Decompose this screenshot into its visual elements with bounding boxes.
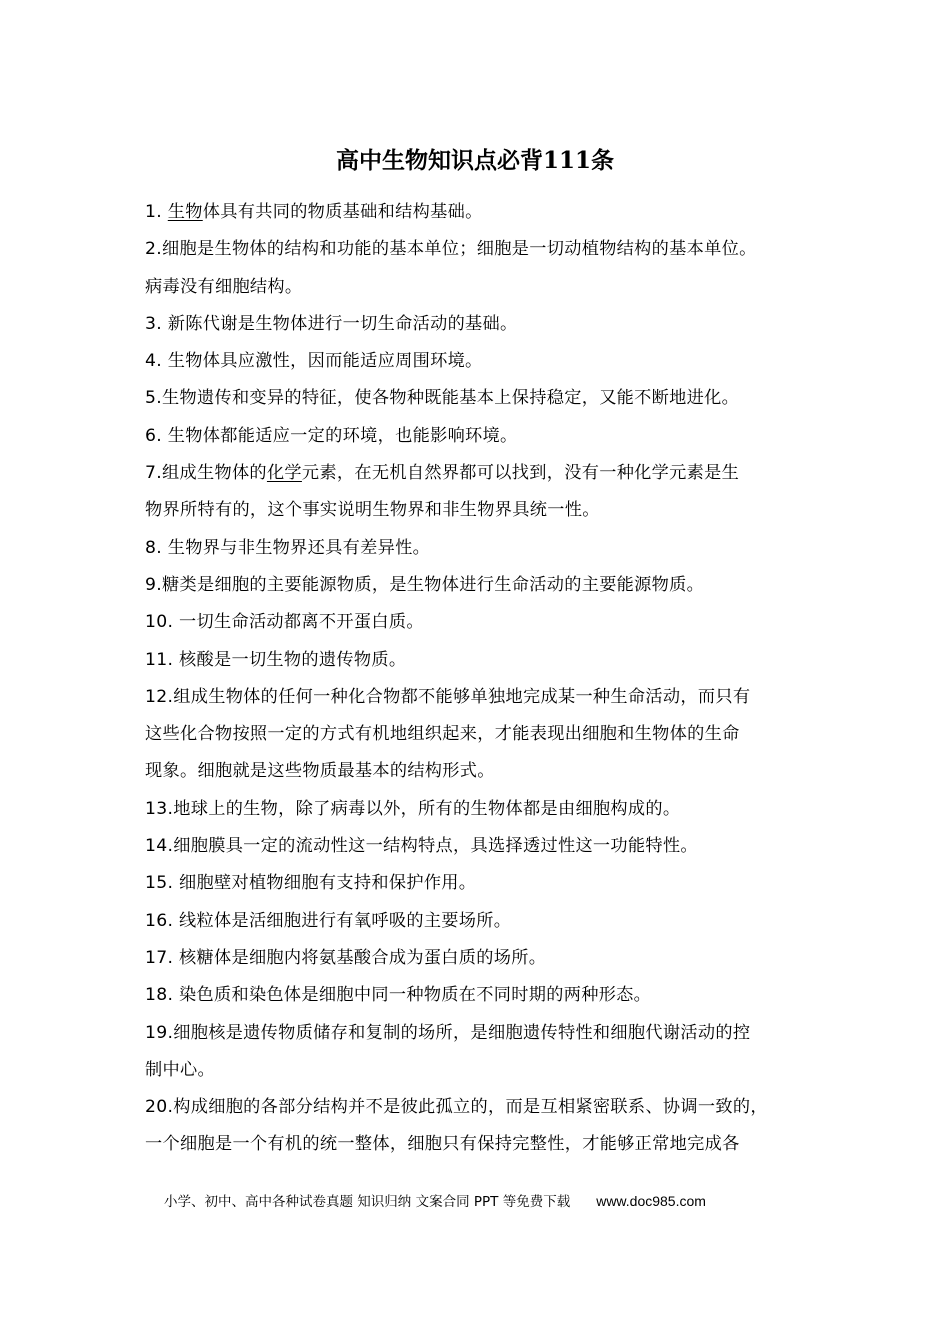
text-line (145, 981, 825, 1018)
text-line (145, 273, 825, 310)
text-line (145, 534, 825, 571)
text-line (145, 795, 825, 832)
text-line (145, 720, 825, 757)
text-line (145, 646, 825, 683)
text-line (145, 310, 825, 347)
line-text: 4. 生物体具应激性，因而能适应周围环境。 (145, 351, 483, 372)
line-text: 一个细胞是一个有机的统一整体，细胞只有保持完整性，才能够正常地完成各 (145, 1134, 740, 1155)
text-line (145, 571, 825, 608)
line-text: 13.地球上的生物，除了病毒以外，所有的生物体都是由细胞构成的。 (145, 798, 681, 819)
line-text: 1. (145, 202, 168, 222)
footer-site-link[interactable]: www.doc985.com (596, 1193, 706, 1209)
line-text: 14.细胞膜具一定的流动性这一结构特点，具选择透过性这一功能特性。 (145, 836, 698, 857)
line-text: 18. 染色质和染色体是细胞中同一种物质在不同时期的两种形态。 (145, 985, 652, 1006)
text-line (145, 683, 825, 720)
line-text: 17. 核糖体是细胞内将氨基酸合成为蛋白质的场所。 (145, 947, 547, 968)
line-text: 这些化合物按照一定的方式有机地组织起来，才能表现出细胞和生物体的生命 (145, 724, 740, 745)
line-text: 8. 生物界与非生物界还具有差异性。 (145, 537, 431, 558)
text-line (145, 496, 825, 533)
text-line (145, 422, 825, 459)
text-line (145, 1130, 825, 1167)
line-text: 体具有共同的物质基础和结构基础。 (202, 202, 483, 222)
line-text: 19.细胞核是遗传物质储存和复制的场所，是细胞遗传特性和细胞代谢活动的控 (145, 1022, 751, 1043)
text-line (145, 944, 825, 981)
line-text: 2.细胞是生物体的结构和功能的基本单位；细胞是一切动植物结构的基本单位。 (145, 239, 757, 260)
page-footer (164, 1190, 706, 1210)
line-text: 6. 生物体都能适应一定的环境，也能影响环境。 (145, 425, 518, 446)
line-text: 物界所特有的，这个事实说明生物界和非生物界具统一性。 (145, 500, 600, 521)
text-line (145, 907, 825, 944)
text-line (145, 1093, 825, 1130)
line-text: 制中心。 (145, 1059, 215, 1080)
text-line (145, 235, 825, 272)
line-text: 5.生物遗传和变异的特征，使各物种既能基本上保持稳定，又能不断地进化。 (145, 388, 740, 409)
line-text: 11. 核酸是一切生物的遗传物质。 (145, 649, 407, 670)
line-text: 9.糖类是细胞的主要能源物质，是生物体进行生命活动的主要能源物质。 (145, 574, 705, 595)
underlined-term: 化学 (266, 463, 302, 484)
text-line (145, 869, 825, 906)
line-text: 元素，在无机自然界都可以找到，没有一种化学元素是生 (301, 463, 740, 484)
line-text: 现象。细胞就是这些物质最基本的结构形式。 (145, 761, 495, 782)
line-text: 12.组成生物体的任何一种化合物都不能够单独地完成某一种生命活动，而只有 (145, 686, 751, 707)
text-line (145, 459, 825, 496)
line-text: 病毒没有细胞结构。 (145, 276, 303, 297)
line-text: 7.组成生物体的 (145, 463, 267, 484)
text-line (145, 757, 825, 794)
line-text: 3. 新陈代谢是生物体进行一切生命活动的基础。 (145, 313, 518, 334)
text-line (145, 832, 825, 869)
line-text: 20.构成细胞的各部分结构并不是彼此孤立的，而是互相紧密联系、协调一致的， (145, 1097, 768, 1118)
text-line (145, 198, 825, 235)
text-line (145, 1019, 825, 1056)
footer-text: 小学、初中、高中各种试卷真题 知识归纳 文案合同 PPT 等免费下载 (164, 1194, 571, 1210)
line-text: 16. 线粒体是活细胞进行有氧呼吸的主要场所。 (145, 910, 512, 931)
text-line (145, 1056, 825, 1093)
text-line (145, 384, 825, 421)
line-text: 15. 细胞壁对植物细胞有支持和保护作用。 (145, 873, 477, 894)
underlined-term: 生物 (167, 202, 203, 222)
text-line (145, 608, 825, 645)
page-title: 高中生物知识点必背111条 (335, 147, 614, 174)
document-body (145, 198, 825, 1168)
text-line (145, 347, 825, 384)
line-text: 10. 一切生命活动都离不开蛋白质。 (145, 612, 424, 633)
